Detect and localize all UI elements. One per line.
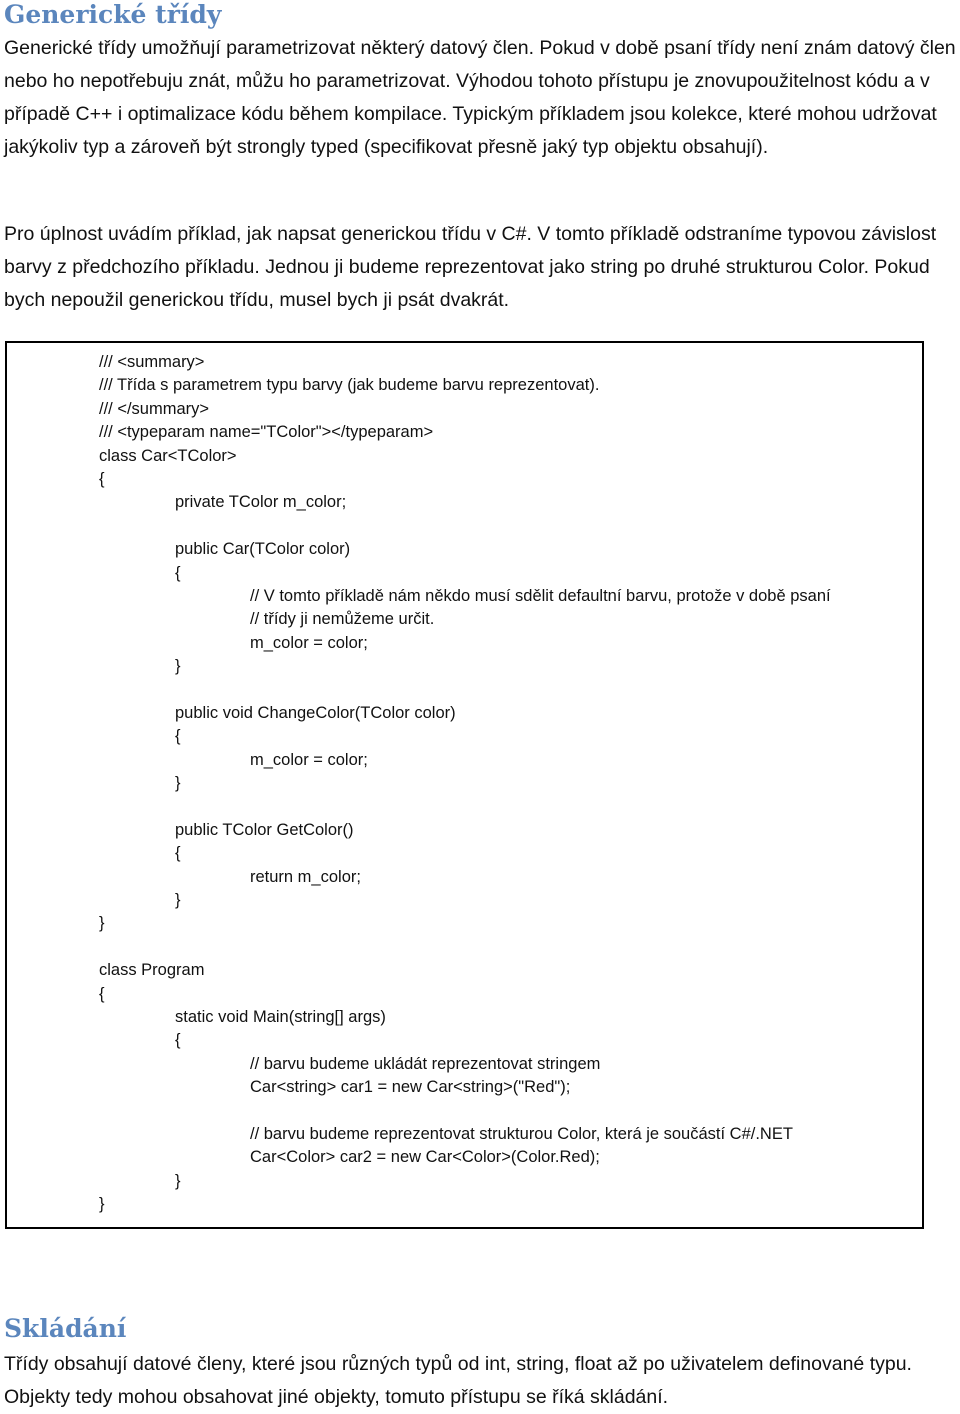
- code-line: }: [175, 774, 181, 793]
- code-line: Car<string> car1 = new Car<string>("Red");: [250, 1078, 571, 1097]
- code-blank-line: [99, 678, 831, 701]
- code-line: public TColor GetColor(): [175, 820, 354, 839]
- code-line: // barvu budeme reprezentovat strukturou Color, která je součástí C#/.NET: [250, 1124, 793, 1143]
- code-line: m_color = color;: [250, 750, 368, 769]
- code-blank-line: [99, 1100, 831, 1123]
- code-line: class Program: [99, 961, 205, 980]
- heading-generic-classes: Generické třídy: [4, 0, 222, 29]
- code-line: {: [99, 984, 105, 1003]
- code-line: }: [175, 1171, 181, 1190]
- paragraph-generic-intro: Generické třídy umožňují parametrizovat některý datový člen. Pokud v době psaní třídy není znám datový člen nebo ho nepotřebuju znát, můžu ho parametrizovat. Výhodou tohoto přístupu je znovupoužitelnost kódu a v případě C++ i optimalizace kódu během kompilace. Typickým příkladem jsou kolekce, které mohou udržovat jakýkoliv typ a zároveň být strongly typed (specifikovat přesně jaký typ objektu obsahují).: [4, 37, 956, 158]
- code-line: Car<Color> car2 = new Car<Color>(Color.Red);: [250, 1148, 600, 1167]
- code-block: [5, 341, 924, 1229]
- code-line: {: [175, 844, 181, 863]
- code-line: private TColor m_color;: [175, 493, 347, 512]
- code-line: m_color = color;: [250, 633, 368, 652]
- code-line: class Car<TColor>: [99, 446, 237, 465]
- code-line: }: [99, 1195, 105, 1214]
- code-line: }: [175, 890, 181, 909]
- code-line: // barvu budeme ukládát reprezentovat stringem: [250, 1054, 601, 1073]
- code-line: /// Třída s parametrem typu barvy (jak budeme barvu reprezentovat).: [99, 376, 600, 395]
- code-line: }: [175, 657, 181, 676]
- code-line: {: [99, 469, 105, 488]
- code-blank-line: [99, 936, 831, 959]
- code-line: {: [175, 1031, 181, 1050]
- code-line: /// <typeparam name="TColor"></typeparam>: [99, 423, 434, 442]
- heading-composition: Skládání: [4, 1314, 127, 1343]
- code-listing: [99, 351, 831, 1216]
- code-line: static void Main(string[] args): [175, 1007, 386, 1026]
- code-line: /// <summary>: [99, 353, 205, 371]
- code-line: /// </summary>: [99, 399, 210, 418]
- code-line: // třídy ji nemůžeme určit.: [250, 610, 435, 629]
- code-line: // V tomto příkladě nám někdo musí sdělit defaultní barvu, protože v době psaní: [250, 586, 831, 605]
- code-line: return m_color;: [250, 867, 361, 886]
- paragraph-generic-example: Pro úplnost uvádím příklad, jak napsat generickou třídu v C#. V tomto příkladě odstraníme typovou závislost barvy z předchozího příkladu. Jednou ji budeme reprezentovat jako string po druhé strukturou Color. Pokud bych nepoužil generickou třídu, musel bych ji psát dvakrát.: [4, 223, 937, 311]
- code-blank-line: [99, 515, 831, 538]
- code-line: public Car(TColor color): [175, 540, 351, 559]
- code-line: {: [175, 727, 181, 746]
- code-line: }: [99, 914, 105, 933]
- code-line: public void ChangeColor(TColor color): [175, 703, 456, 722]
- code-blank-line: [99, 795, 831, 818]
- paragraph-composition: Třídy obsahují datové členy, které jsou různých typů od int, string, float až po uživatelem definované typu. Objekty tedy mohou obsahovat jiné objekty, tomuto přístupu se říká skládání.: [4, 1353, 912, 1408]
- code-line: {: [175, 563, 181, 582]
